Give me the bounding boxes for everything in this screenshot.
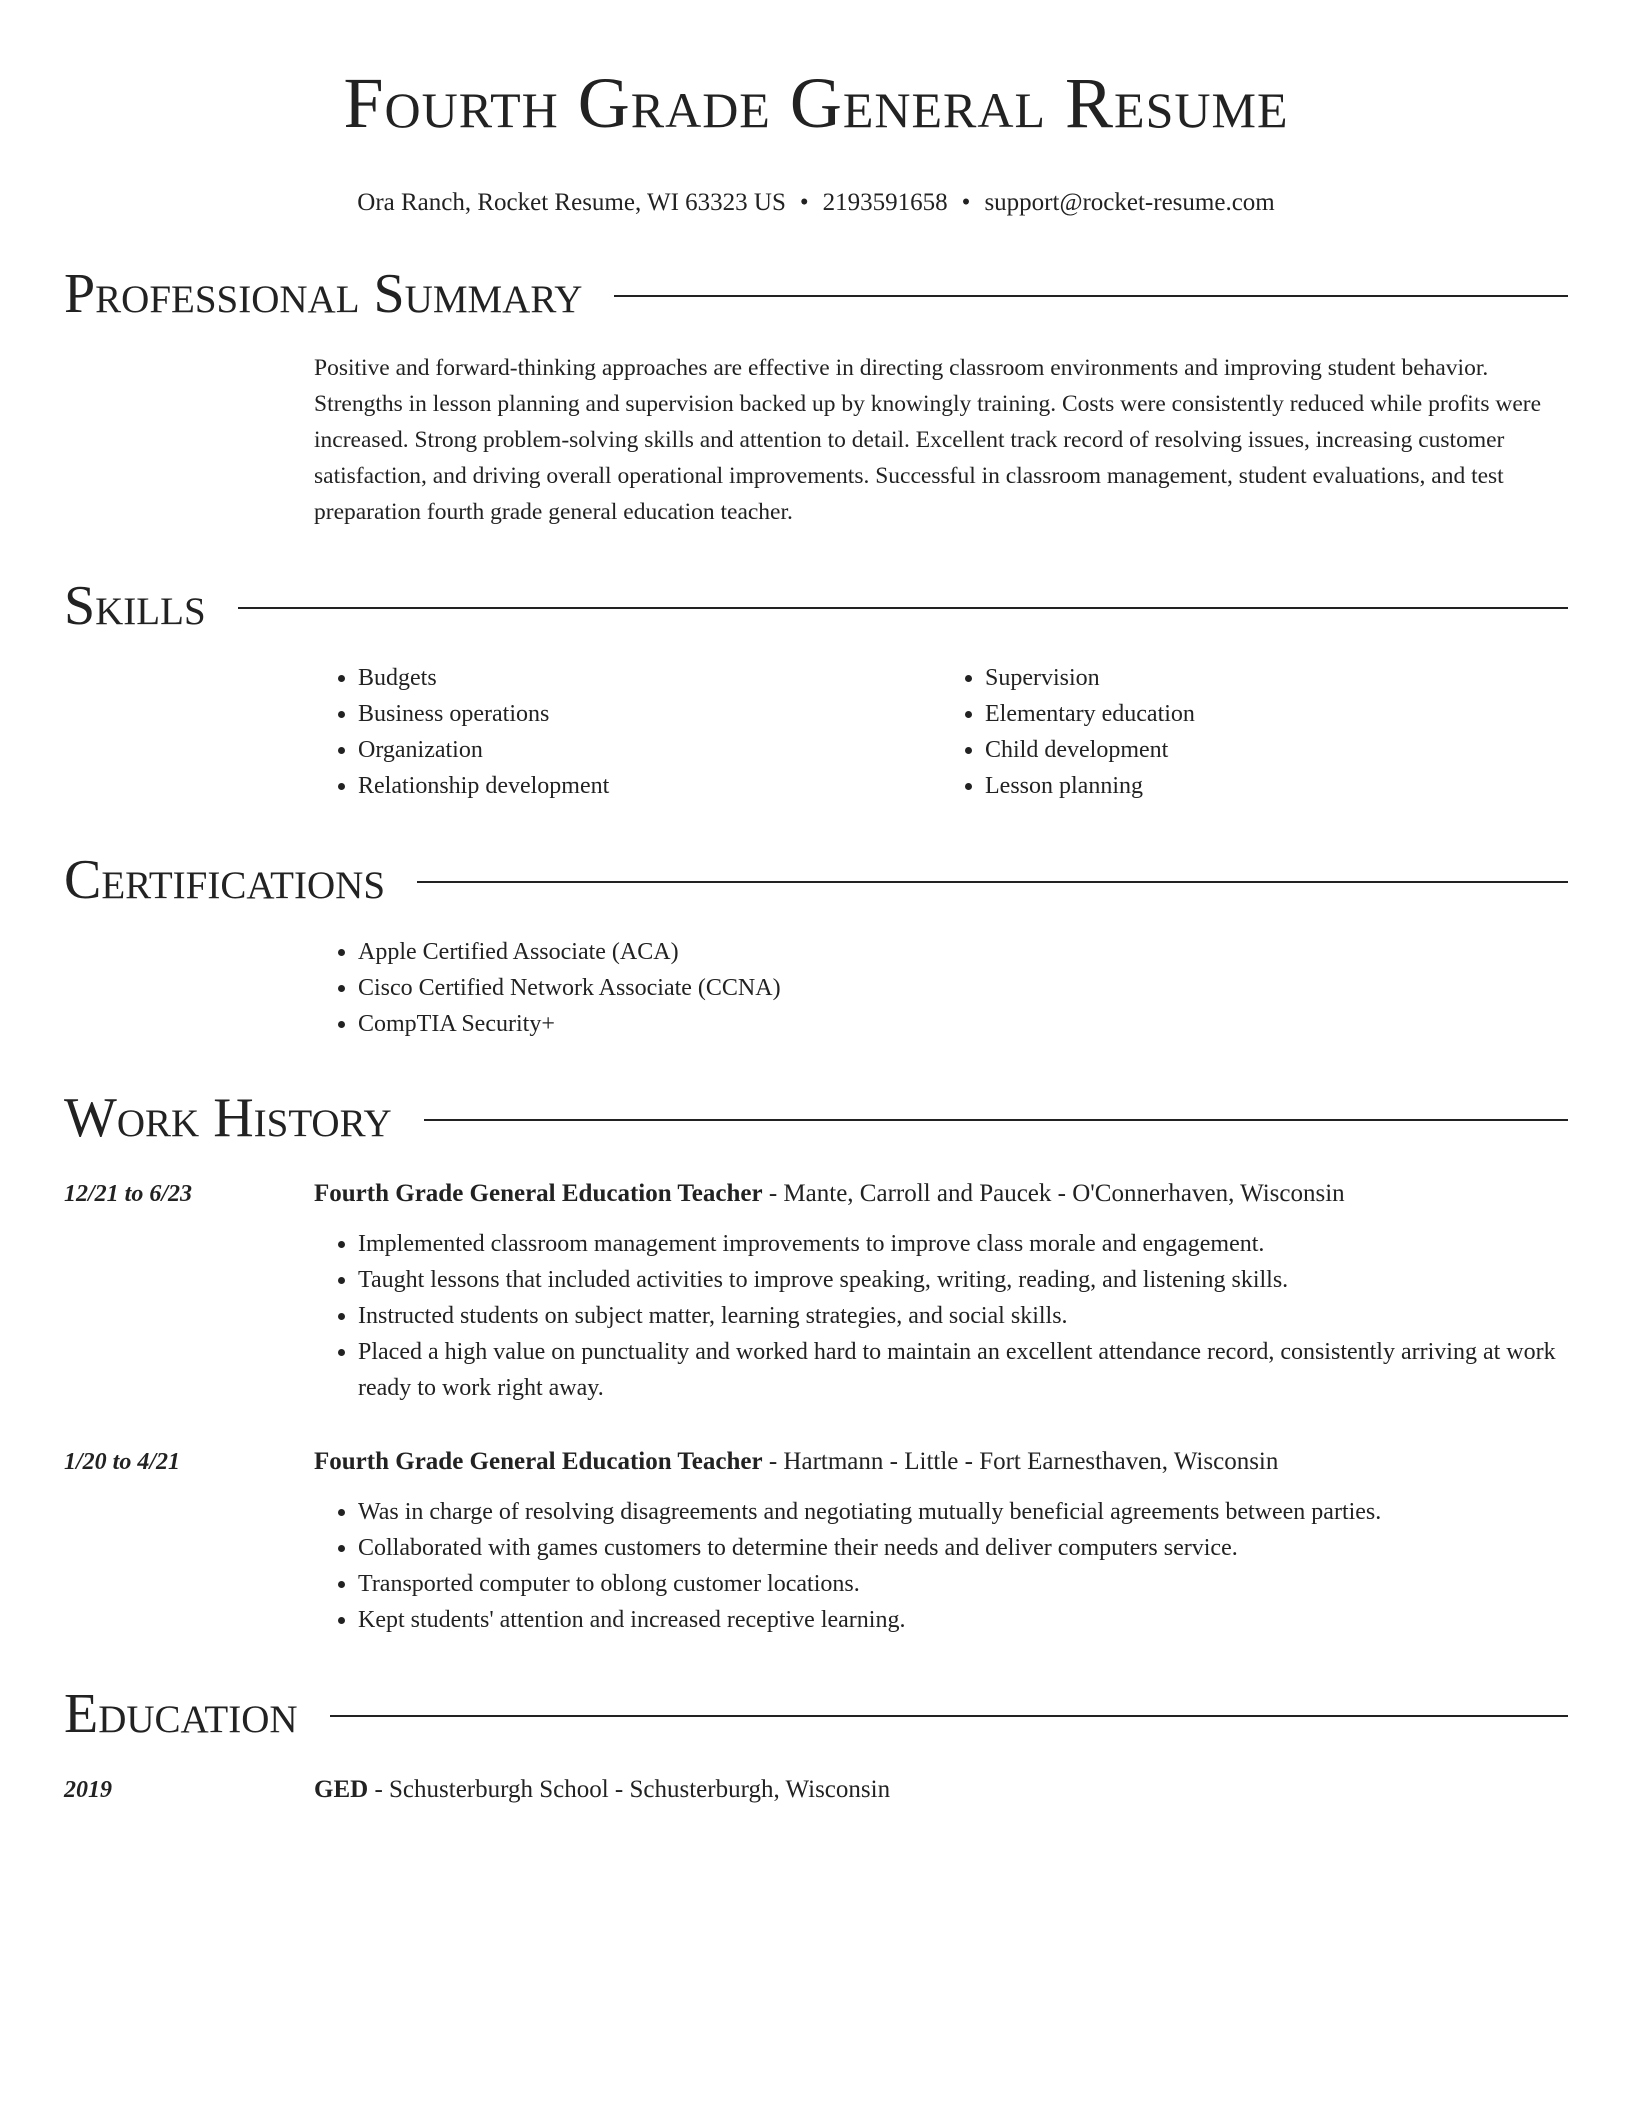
education-degree: GED: [314, 1776, 369, 1803]
job-headline: [314, 1176, 1568, 1212]
job-title: Fourth Grade General Education Teacher: [314, 1448, 763, 1475]
skill-item: • Organization: [358, 732, 941, 768]
job-details: - Hartmann - Little - Fort Earnesthaven, Wisconsin: [762, 1448, 1279, 1475]
job-bullets: [314, 1494, 1568, 1638]
job-bullet: • Was in charge of resolving disagreements and negotiating mutually beneficial agreements between parties.: [358, 1494, 1568, 1530]
section-divider: [417, 881, 1568, 883]
education-year: 2019: [64, 1777, 112, 1803]
section-divider: [614, 295, 1568, 297]
job-entry: [64, 1176, 1568, 1406]
certifications-list: [314, 934, 1568, 1042]
summary-text: Positive and forward-thinking approaches are effective in directing classroom environments and improving student behavior. Strengths in lesson planning and supervision backed up by knowingly training. Costs were consistently reduced while profits were increased. Strong problem-solving skills and attention to detail. Excellent track record of resolving issues, increasing customer satisfaction, and driving overall operational improvements. Successful in classroom management, student evaluations, and test preparation fourth grade general education teacher.: [314, 355, 1542, 525]
skill-item: • Lesson planning: [985, 768, 1568, 804]
contact-separator: •: [961, 189, 971, 216]
job-dates: 1/20 to 4/21: [64, 1449, 181, 1475]
job-bullet: • Taught lessons that included activities to improve speaking, writing, reading, and listening skills.: [358, 1262, 1568, 1298]
section-divider: [238, 607, 1568, 609]
contact-email: support@rocket-resume.com: [984, 189, 1275, 216]
skills-grid: [314, 660, 1568, 804]
job-headline: [314, 1444, 1568, 1480]
education-body: [314, 1772, 890, 1808]
skill-item: • Business operations: [358, 696, 941, 732]
work-section-header: [64, 1086, 1568, 1150]
contact-separator: •: [799, 189, 809, 216]
certifications-section-header: [64, 848, 1568, 912]
job-body: [314, 1444, 1568, 1638]
job-bullet: • Collaborated with games customers to determine their needs and deliver computers service.: [358, 1530, 1568, 1566]
job-details: - Mante, Carroll and Paucek - O'Connerhaven, Wisconsin: [762, 1180, 1345, 1207]
certification-item: • CompTIA Security+: [358, 1006, 1568, 1042]
certification-item: • Cisco Certified Network Associate (CCNA): [358, 970, 1568, 1006]
job-bullet: • Kept students' attention and increased receptive learning.: [358, 1602, 1568, 1638]
work-heading: Work History: [64, 1087, 392, 1149]
section-divider: [424, 1119, 1568, 1121]
skills-list-left: [314, 660, 941, 804]
job-bullet: • Instructed students on subject matter, learning strategies, and social skills.: [358, 1298, 1568, 1334]
skill-item: • Child development: [985, 732, 1568, 768]
certification-item: • Apple Certified Associate (ACA): [358, 934, 1568, 970]
job-title: Fourth Grade General Education Teacher: [314, 1180, 763, 1207]
skills-heading: Skills: [64, 575, 206, 637]
education-details: - Schusterburgh School - Schusterburgh, Wisconsin: [368, 1776, 891, 1803]
skill-item: • Elementary education: [985, 696, 1568, 732]
resume-title: Fourth Grade General Resume: [343, 63, 1289, 143]
skill-item: • Relationship development: [358, 768, 941, 804]
job-bullet: • Implemented classroom management improvements to improve class morale and engagement.: [358, 1226, 1568, 1262]
summary-heading: Professional Summary: [64, 263, 583, 325]
contact-phone: 2193591658: [822, 189, 948, 216]
skill-item: • Supervision: [985, 660, 1568, 696]
job-dates: 12/21 to 6/23: [64, 1181, 193, 1207]
contact-address: Ora Ranch, Rocket Resume, WI 63323 US: [357, 189, 786, 216]
job-body: [314, 1176, 1568, 1406]
skill-item: • Budgets: [358, 660, 941, 696]
certifications-heading: Certifications: [64, 849, 386, 911]
job-bullet: • Transported computer to oblong customer locations.: [358, 1566, 1568, 1602]
section-divider: [330, 1715, 1568, 1717]
job-bullet: • Placed a high value on punctuality and worked hard to maintain an excellent attendance record, consistently arriving at work ready to work right away.: [358, 1334, 1568, 1406]
job-bullets: [314, 1226, 1568, 1406]
skills-section-header: [64, 574, 1568, 638]
skills-list-right: [941, 660, 1568, 804]
education-entry: [64, 1772, 1568, 1808]
summary-section-header: [64, 262, 1568, 326]
job-entry: [64, 1444, 1568, 1638]
contact-line: [64, 188, 1568, 218]
education-heading: Education: [64, 1683, 298, 1745]
education-section-header: [64, 1682, 1568, 1746]
certifications-block: [314, 934, 1568, 1042]
